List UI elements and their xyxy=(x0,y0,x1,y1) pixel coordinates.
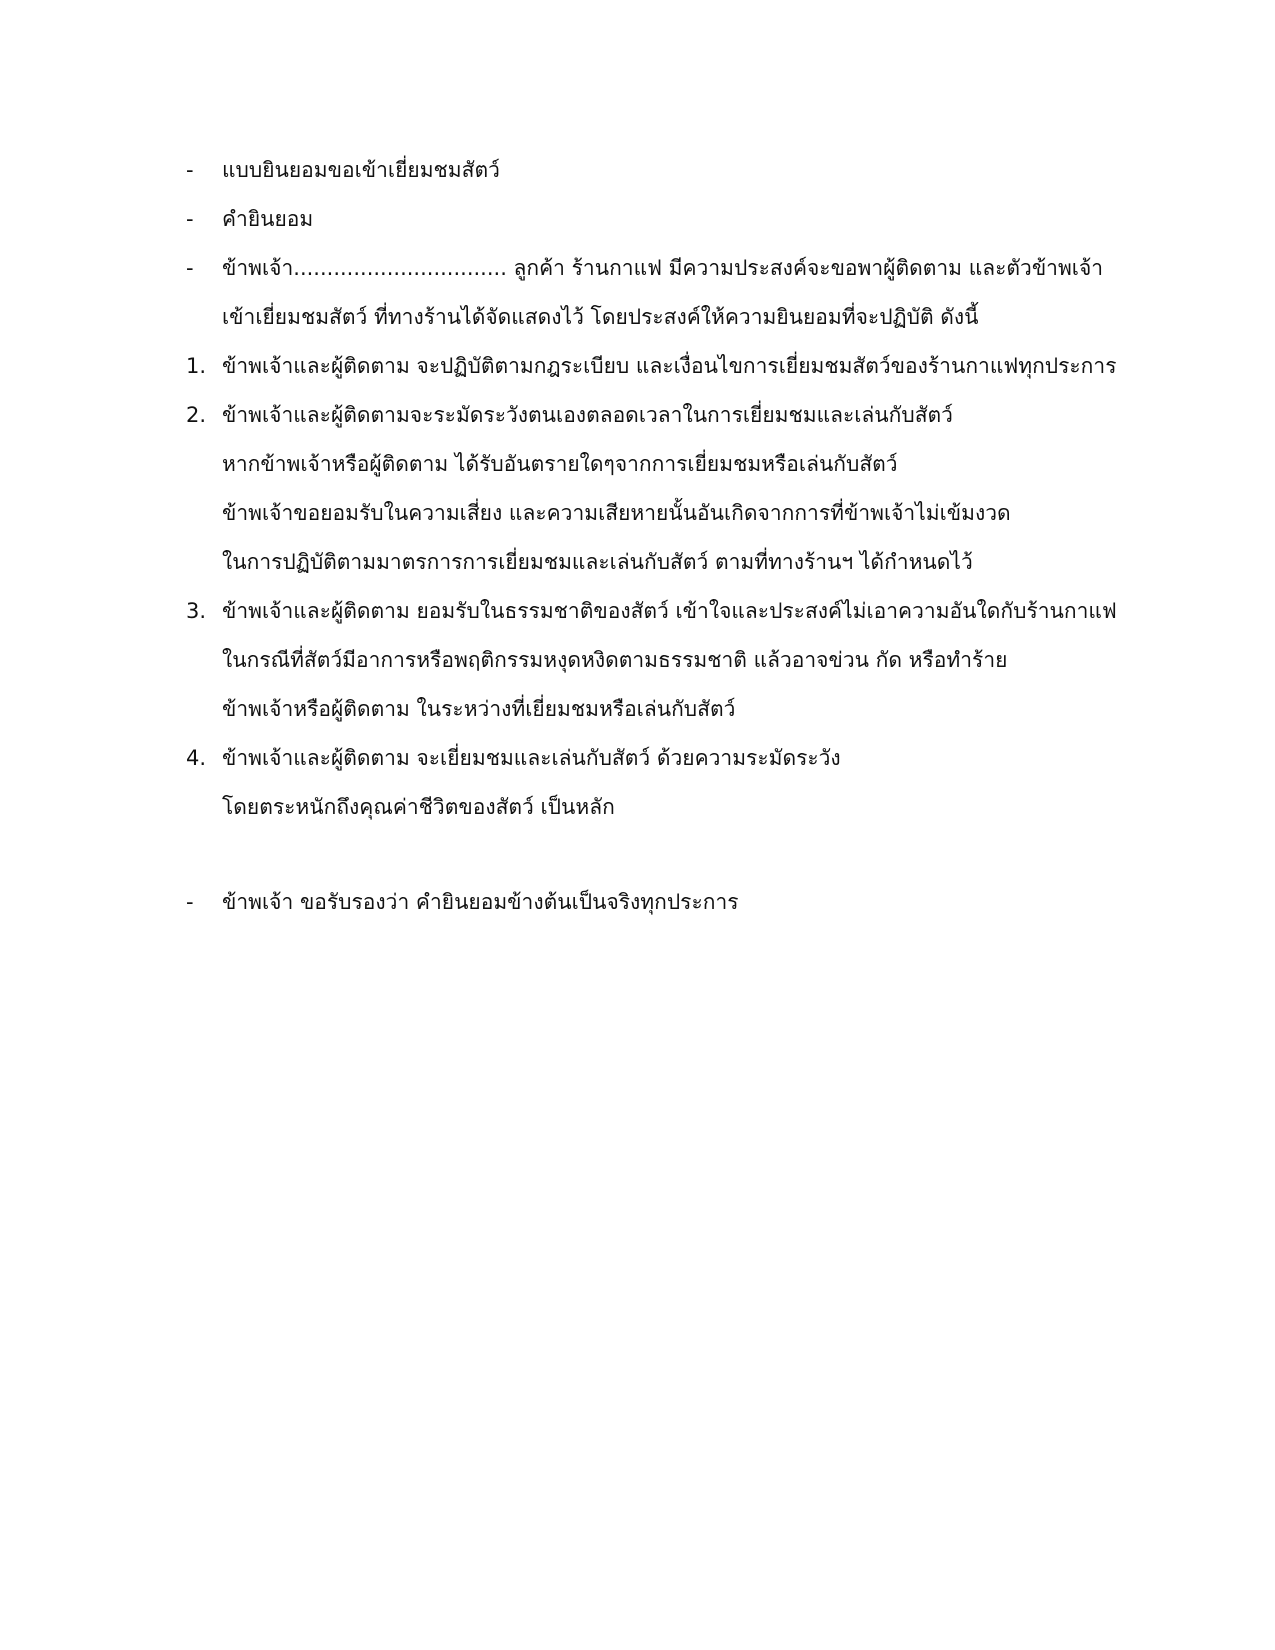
intro-text-1: ข้าพเจ้า................................ ลูกค้า ร้านกาแฟ มีความประสงค์จะขอพาผู้ติดตาม และตัวข้าพเจ้า xyxy=(222,256,1104,280)
item-text: หากข้าพเจ้าหรือผู้ติดตาม ได้รับอันตรายใดๆจากการเยี่ยมชมหรือเล่นกับสัตว์ xyxy=(222,452,898,476)
dash-marker: - xyxy=(186,890,194,914)
item-number: 3. xyxy=(186,599,207,623)
item-text: ข้าพเจ้าหรือผู้ติดตาม ในระหว่างที่เยี่ยมชมหรือเล่นกับสัตว์ xyxy=(222,697,736,721)
item-text: โดยตระหนักถึงคุณค่าชีวิตของสัตว์ เป็นหลัก xyxy=(222,795,615,819)
intro-text-2: เข้าเยี่ยมชมสัตว์ ที่ทางร้านได้จัดแสดงไว้ โดยประสงค์ให้ความยินยอมที่จะปฏิบัติ ดังนี้ xyxy=(222,305,979,329)
item-number: 1. xyxy=(186,354,207,378)
item-text: ข้าพเจ้าและผู้ติดตาม จะปฏิบัติตามกฎระเบียบ และเงื่อนไขการเยี่ยมชมสัตว์ของร้านกาแฟทุกประการ xyxy=(222,354,1117,378)
item-text: ข้าพเจ้าขอยอมรับในความเสี่ยง และความเสียหายนั้นอันเกิดจากการที่ข้าพเจ้าไม่เข้มงวด xyxy=(222,501,1011,525)
item-text: ในกรณีที่สัตว์มีอาการหรือพฤติกรรมหงุดหงิดตามธรรมชาติ แล้วอาจข่วน กัด หรือทำร้าย xyxy=(222,648,1008,672)
item-text: ข้าพเจ้าและผู้ติดตามจะระมัดระวังตนเองตลอดเวลาในการเยี่ยมชมและเล่นกับสัตว์ xyxy=(222,403,953,427)
item-text: ข้าพเจ้าและผู้ติดตาม ยอมรับในธรรมชาติของสัตว์ เข้าใจและประสงค์ไม่เอาความอันใดกับร้านกาแฟ xyxy=(222,599,1117,623)
consent-heading: คำยินยอม xyxy=(222,207,314,231)
certification-text: ข้าพเจ้า ขอรับรองว่า คำยินยอมข้างต้นเป็นจริงทุกประการ xyxy=(222,890,739,914)
item-number: 4. xyxy=(186,746,207,770)
item-number: 2. xyxy=(186,403,207,427)
dash-marker: - xyxy=(186,158,194,182)
dash-marker: - xyxy=(186,207,194,231)
item-text: ในการปฏิบัติตามมาตรการการเยี่ยมชมและเล่นกับสัตว์ ตามที่ทางร้านฯ ได้กำหนดไว้ xyxy=(222,550,973,574)
item-text: ข้าพเจ้าและผู้ติดตาม จะเยี่ยมชมและเล่นกับสัตว์ ด้วยความระมัดระวัง xyxy=(222,746,841,770)
form-title: แบบยินยอมขอเข้าเยี่ยมชมสัตว์ xyxy=(222,158,500,182)
dash-marker: - xyxy=(186,256,194,280)
